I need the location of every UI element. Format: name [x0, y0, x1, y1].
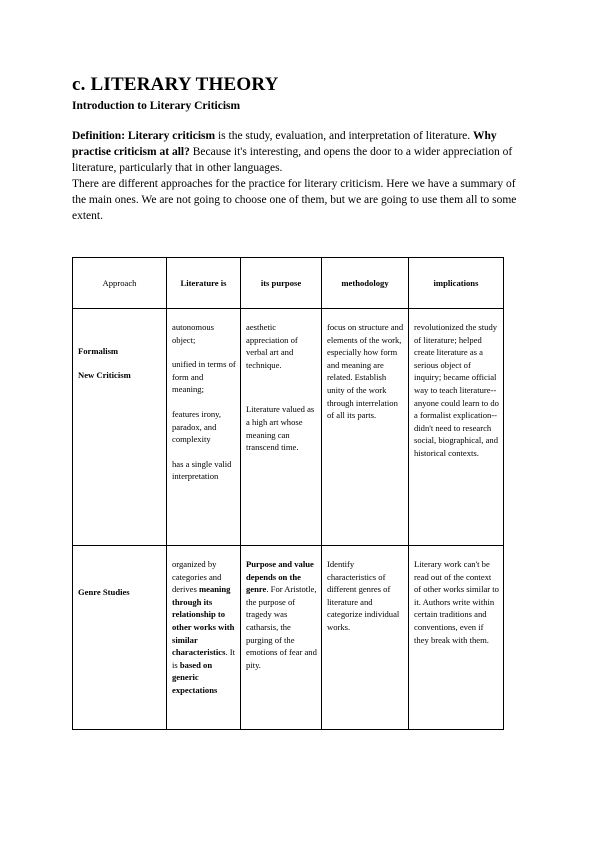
formalism-implications: revolutionized the study of literature; helped create literature as a serious object of inquiry; became official way to teach literature--anyone could learn to do a formalist explication--didn't need to research social, biographical, and historical contexts. [414, 322, 499, 458]
formalism-literature-1: autonomous object; [172, 322, 215, 345]
row-label-genre-studies: Genre Studies [78, 587, 130, 597]
criticism-table [72, 257, 504, 730]
document-page [72, 72, 532, 224]
row-label-new-criticism: New Criticism [78, 369, 131, 380]
formalism-purpose-1: aesthetic appreciation of verbal art and technique. [246, 322, 298, 370]
header-implications: implications [409, 258, 504, 309]
table-row-formalism [73, 309, 504, 546]
header-approach: Approach [73, 258, 167, 309]
genre-literature-text-c: . It is [172, 647, 235, 670]
genre-literature-text-d: based on generic expectations [172, 659, 218, 695]
genre-literature-text-b: meaning through its relationship to other works with similar characteristics [172, 584, 235, 658]
formalism-purpose-2: Literature valued as a high art whose meaning can transcend time. [246, 404, 315, 453]
genre-implications: Literary work can't be read out of the context of other works similar to it. Authors write within certain traditions and conventions, even if they break with them. [414, 559, 499, 645]
formalism-literature-4: has a single valid interpretation [172, 458, 232, 482]
table-header-row [73, 258, 504, 309]
genre-literature-is [167, 546, 240, 703]
genre-methodology: Identify characteristics of different genres of literature and categorize individual works. [327, 559, 400, 632]
question-text: Why practise criticism at all? [72, 130, 497, 158]
formalism-methodology: focus on structure and elements of the work, especially how form and meaning are related. Establish unity of the work through interrelation of all its parts. [327, 322, 404, 421]
page-title: c. LITERARY THEORY [72, 74, 279, 95]
formalism-literature-3: features irony, paradox, and complexity [172, 408, 222, 445]
definition-paragraph [72, 128, 532, 176]
page-subtitle: Introduction to Literary Criticism [72, 100, 241, 112]
genre-literature-text-a: organized by categories and derives [172, 559, 222, 595]
definition-label: Definition: [72, 130, 126, 142]
approaches-paragraph: There are different approaches for the practice for literary criticism. Here we have a summary of the main ones. We are not going to choose one of them, but we are going to use them all to some extent. [72, 178, 517, 222]
formalism-literature-2: unified in terms of form and meaning; [172, 359, 236, 395]
row-label-formalism: Formalism [78, 346, 119, 356]
header-purpose: its purpose [241, 258, 322, 309]
definition-term: Literary criticism [127, 130, 216, 142]
genre-purpose-text-a: Purpose and value depends on the genre [246, 559, 314, 595]
definition-text: is the study, evaluation, and interpretation of literature. [215, 130, 474, 142]
genre-purpose-text-b: . For Aristotle, the purpose of tragedy was catharsis, the purging of the emotions of fear and pity. [246, 584, 317, 670]
genre-purpose [241, 546, 321, 677]
table-row-genre-studies [73, 546, 504, 730]
answer-text: Because it's interesting, and opens the door to a wider appreciation of literature, particularly that in other languages. [72, 146, 513, 174]
header-literature-is: Literature is [167, 258, 241, 309]
header-methodology: methodology [322, 258, 409, 309]
